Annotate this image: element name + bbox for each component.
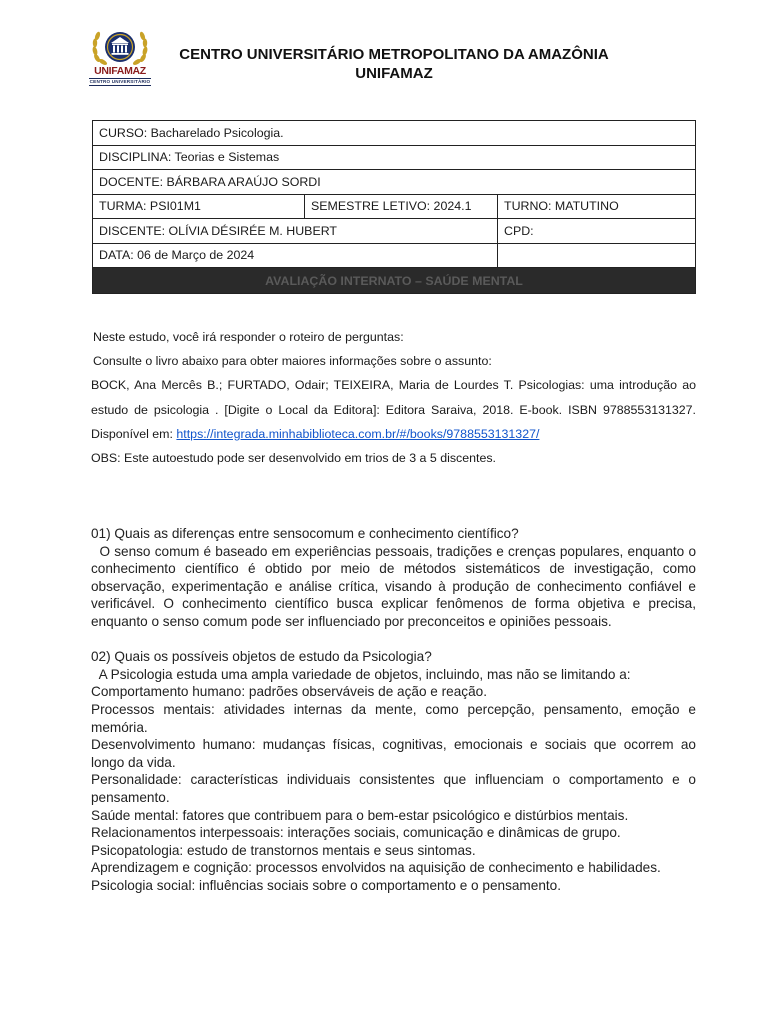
discipline-cell: DISCIPLINA: Teorias e Sistemas <box>93 145 696 170</box>
book-link[interactable]: https://integrada.minhabiblioteca.com.br/#/books/9788553131327/ <box>176 426 540 441</box>
course-info-table <box>92 120 696 294</box>
intro-line: Neste estudo, você irá responder o roteiro de perguntas: <box>93 330 404 344</box>
availability-line <box>91 422 696 446</box>
list-item: Personalidade: características individuais consistentes que influenciam o comportamento e o pensamento. <box>91 772 696 805</box>
list-item: Saúde mental: fatores que contribuem para o bem-estar psicológico e distúrbios mentais. <box>91 807 629 823</box>
list-item: Aprendizagem e cognição: processos envolvidos na aquisição de conhecimento e habilidades. <box>91 860 661 876</box>
table-row <box>93 194 696 219</box>
reference-line: BOCK, Ana Mercês B.; FURTADO, Odair; TEIXEIRA, Maria de Lourdes T. Psicologias: uma introdução ao <box>91 378 696 393</box>
answer-2-intro: A Psicologia estuda uma ampla variedade de objetos, incluindo, mas não se limitando a: <box>91 666 631 682</box>
question-2: 02) Quais os possíveis objetos de estudo da Psicologia? <box>91 649 432 665</box>
question-1: 01) Quais as diferenças entre sensocomum e conhecimento científico? <box>91 526 519 541</box>
logo-subtitle: CENTRO UNIVERSITÁRIO <box>89 79 151 84</box>
logo-wordmark: UNIFAMAZ <box>94 65 146 77</box>
availability-label: Disponível em: <box>91 426 177 441</box>
list-item: Psicologia social: influências sociais sobre o comportamento e o pensamento. <box>91 877 561 893</box>
table-row <box>93 170 696 195</box>
table-row <box>93 121 696 146</box>
list-item: Relacionamentos interpessoais: interações sociais, comunicação e dinâmicas de grupo. <box>91 825 621 841</box>
reference-line: estudo de psicologia . [Digite o Local da Editora]: Editora Saraiva, 2018. E-book. ISBN 9788553131327. <box>91 402 696 417</box>
questions-section <box>91 525 700 894</box>
list-item: Comportamento humano: padrões observáveis de ação e reação. <box>91 684 487 700</box>
list-item: Processos mentais: atividades internas da mente, como percepção, pensamento, emoção e memória. <box>91 701 696 735</box>
course-cell: CURSO: Bacharelado Psicologia. <box>93 121 696 146</box>
unifamaz-logo <box>89 28 151 86</box>
spacer <box>91 631 696 649</box>
list-item: Psicopatologia: estudo de transtornos mentais e seus sintomas. <box>91 842 476 858</box>
table-row <box>93 219 696 244</box>
date-right-cell <box>498 243 696 268</box>
institution-title-line1: CENTRO UNIVERSITÁRIO METROPOLITANO DA AMAZÔNIA <box>179 46 609 63</box>
table-row <box>93 145 696 170</box>
table-row <box>93 268 696 294</box>
class-cell: TURMA: PSI01M1 <box>93 194 305 219</box>
table-row <box>93 243 696 268</box>
list-item: Desenvolvimento humano: mudanças físicas, cognitivas, emocionais e sociais que ocorrem ao longo da vida. <box>91 737 696 770</box>
evaluation-banner: AVALIAÇÃO INTERNATO – SAÚDE MENTAL <box>93 268 696 294</box>
institution-title-line2: UNIFAMAZ <box>355 65 433 82</box>
date-cell: DATA: 06 de Março de 2024 <box>93 243 498 268</box>
semester-cell: SEMESTRE LETIVO: 2024.1 <box>305 194 498 219</box>
intro-section <box>91 325 696 470</box>
institution-title <box>160 45 628 83</box>
cpd-cell: CPD: <box>498 219 696 244</box>
laurel-crest-icon <box>89 28 151 68</box>
student-cell: DISCENTE: OLÍVIA DÉSIRÉE M. HUBERT <box>93 219 498 244</box>
shift-cell: TURNO: MATUTINO <box>498 194 696 219</box>
teacher-cell: DOCENTE: BÁRBARA ARAÚJO SORDI <box>93 170 696 195</box>
answer-1: O senso comum é baseado em experiências pessoais, tradições e crenças populares, enquanto o conhecimento científico é obtido por meio de métodos sistemáticos de investigação, como observação, experimentação e análise crítica, visando à produção de conhecimento confiável e verificável. O conhecimento científico busca explicar fenômenos de forma objetiva e precisa, enquanto o senso comum pode ser influenciado por preconceitos e opiniões pessoais. <box>91 543 700 629</box>
intro-line: Consulte o livro abaixo para obter maiores informações sobre o assunto: <box>93 354 492 369</box>
obs-line: OBS: Este autoestudo pode ser desenvolvido em trios de 3 a 5 discentes. <box>91 451 497 466</box>
